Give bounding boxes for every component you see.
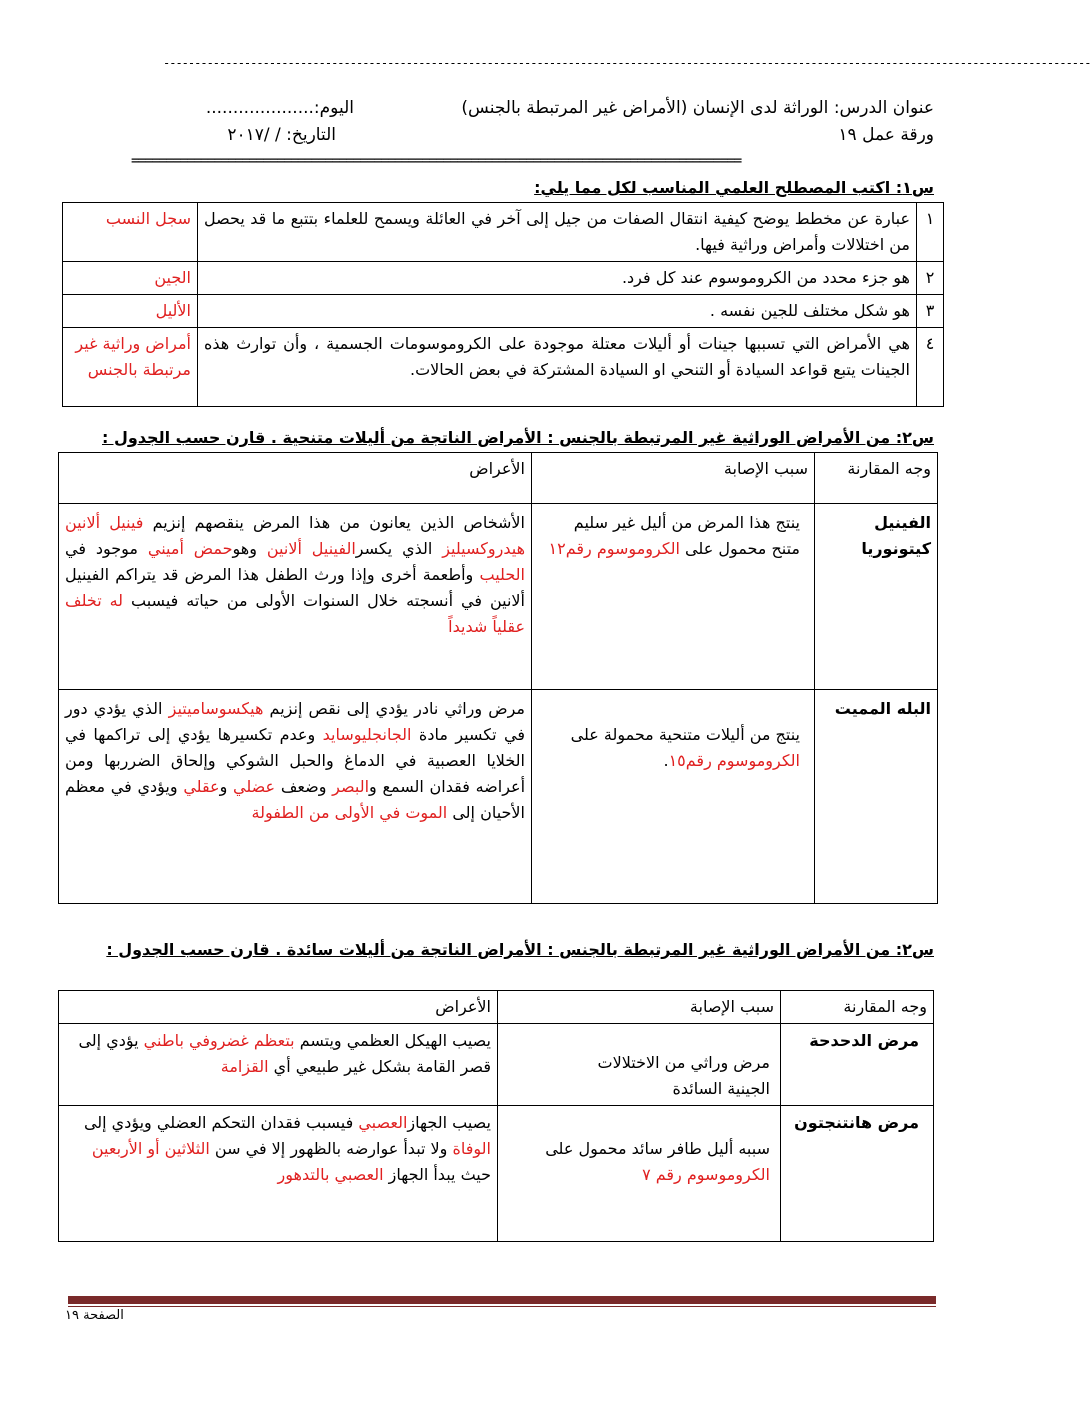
chromosome-number: الكروموسوم رقم١٢	[548, 539, 680, 558]
symptom-text: ولا تبدأ عوارضه بالظهور إلا في سن	[209, 1139, 453, 1158]
highlight-term: الثلاثين أو الأربعين	[91, 1139, 210, 1158]
cause-cell	[498, 1106, 781, 1242]
highlight-term: هيكسوساميتيز	[168, 699, 264, 718]
symptom-text: يؤدي إلى قصر القامة بشكل غير طبيعي أي	[78, 1031, 491, 1076]
header-cause: سبب الإصابة	[498, 991, 781, 1024]
term-answer: سجل النسب	[63, 203, 198, 262]
symptom-text: ويؤدي في معظم الأحيان إلى	[65, 777, 525, 822]
highlight-term: العصبي	[358, 1113, 408, 1132]
symptoms-cell	[59, 1106, 498, 1242]
table-row	[63, 203, 944, 262]
symptoms-cell	[59, 1024, 498, 1106]
disease-name: مرض هانتنجتون	[781, 1106, 934, 1242]
page-number: الصفحة ١٩	[65, 1308, 124, 1323]
cause-cell	[532, 690, 815, 904]
symptom-text: وهو	[232, 539, 267, 558]
q1-title: س١: اكتب المصطلح العلمي المناسب لكل مما يلي:	[534, 178, 934, 197]
highlight-term: فينيل ألانين هيدروكسيليز	[65, 513, 526, 558]
footer-divider	[68, 1296, 936, 1304]
day-label: اليوم:....................	[205, 98, 354, 118]
symptom-text: موجود في	[65, 539, 148, 558]
table-row	[59, 1106, 934, 1242]
symptom-text: فيسبب فقدان التحكم العضلي ويؤدي إلى	[83, 1113, 359, 1132]
symptom-text: مرض وراثي نادر يؤدي إلى نقص إنزيم	[263, 699, 525, 718]
worksheet-number: ورقة عمل ١٩	[838, 125, 934, 145]
q1-table	[62, 202, 944, 407]
header-symptoms: الأعراض	[59, 453, 532, 504]
highlight-term: الجانجليوسايد	[322, 725, 412, 744]
chromosome-number: الكروموسوم رقم ٧	[642, 1165, 770, 1184]
lesson-title: عنوان الدرس: الوراثة لدى الإنسان (الأمراض غير المرتبطة بالجنس)	[461, 98, 934, 118]
highlight-term: الحليب	[479, 565, 525, 584]
highlight-term: الوفاة	[452, 1139, 491, 1158]
highlight-term: بتعظم غضروفي باطني	[143, 1031, 295, 1050]
highlight-term: عقلي	[183, 777, 220, 796]
definition-text: هو جزء محدد من الكروموسوم عند كل فرد.	[198, 262, 917, 295]
disease-name: الفينيل كيتونوريا	[815, 504, 938, 690]
header-aspect: وجه المقارنة	[815, 453, 938, 504]
symptom-text: يصيب الجهاز	[407, 1113, 491, 1132]
cause-text: ينتج من أليلات متنحية محمولة على	[570, 725, 800, 744]
row-number: ٤	[917, 328, 944, 407]
cause-text: ينتج هذا المرض من أليل غير سليم متنح محمول على	[573, 513, 800, 558]
separator-line: ========================================================================================	[131, 153, 741, 169]
highlight-term: القزامة	[220, 1057, 269, 1076]
definition-text: عبارة عن مخطط يوضح كيفية انتقال الصفات من جيل إلى آخر في العائلة ويسمح للعلماء بتتبع ما قد يحصل من اختلالات وأمراض وراثية فيها.	[198, 203, 917, 262]
cause-cell	[532, 504, 815, 690]
q2b-title: س٢: من الأمراض الوراثية غير المرتبطة بالجنس : الأمراض الناتجة من أليلات سائدة . قارن حسب الجدول :	[106, 940, 934, 959]
table-row	[59, 504, 938, 690]
symptoms-cell	[59, 504, 532, 690]
symptom-text: الذي يكسر	[355, 539, 443, 558]
row-number: ١	[917, 203, 944, 262]
date-label: التاريخ: / /٢٠١٧	[227, 125, 336, 145]
table-row	[59, 1024, 934, 1106]
row-number: ٢	[917, 262, 944, 295]
table-row	[63, 295, 944, 328]
highlight-term: الموت في الأولى من الطفولة	[251, 803, 448, 822]
header-symptoms: الأعراض	[59, 991, 498, 1024]
term-answer: الأليل	[63, 295, 198, 328]
cause-cell: مرض وراثي من الاختلالات الجينية السائدة	[498, 1024, 781, 1106]
table-row	[59, 690, 938, 904]
disease-name: مرض الدحدحة	[781, 1024, 934, 1106]
footer-divider-thin	[68, 1306, 936, 1307]
highlight-term: البصر	[332, 777, 370, 796]
cause-text: سببه أليل طافر سائد محمول على	[545, 1139, 770, 1158]
symptom-text: الأشخاص الذين يعانون من هذا المرض ينقصهم إنزيم	[143, 513, 526, 532]
table-header-row	[59, 453, 938, 504]
table-header-row	[59, 991, 934, 1024]
table-row	[63, 262, 944, 295]
q2a-title: س٢: من الأمراض الوراثية غير المرتبطة بالجنس : الأمراض الناتجة من أليلات متنحية . قارن حسب الجدول :	[102, 428, 934, 447]
symptom-text: حيث يبدأ الجهاز	[383, 1165, 491, 1184]
disease-name: البله المميت	[815, 690, 938, 904]
highlight-term: له تخلف عقلياً شديداً	[65, 591, 525, 636]
header-aspect: وجه المقارنة	[781, 991, 934, 1024]
symptom-text: وأطعمة أخرى وإذا ورث الطفل هذا المرض قد يتراكم الفينيل ألانين في أنسجته خلال السنوات الأولى من حياته فيسبب	[65, 565, 526, 610]
symptom-text: الذي يؤدي دور في تكسير مادة	[65, 699, 525, 744]
symptoms-cell	[59, 690, 532, 904]
highlight-term: العصبي بالتدهور	[277, 1165, 384, 1184]
highlight-term: عضلي	[233, 777, 276, 796]
q2b-table	[58, 990, 934, 1242]
top-dashed-line: -----------------------------------------------------------------------------------------------------------------------------------------------------	[163, 56, 1090, 70]
cause-text: .	[663, 751, 669, 770]
table-row	[63, 328, 944, 407]
highlight-term: حمض أميني	[147, 539, 233, 558]
chromosome-number: الكروموسوم رقم١٥	[668, 751, 800, 770]
symptom-text: يصيب الهيكل العظمي ويتسم	[294, 1031, 491, 1050]
symptom-text: وضعف	[275, 777, 333, 796]
q2a-table	[58, 452, 938, 904]
definition-text: هي الأمراض التي تسببها جينات أو أليلات معتلة موجودة على الكروموسومات الجسمية ، وأن توارث هذه الجينات يتبع قواعد السيادة أو التنحي او السيادة المشتركة في بعض الحالات.	[198, 328, 917, 407]
term-answer: الجين	[63, 262, 198, 295]
symptom-text: و	[219, 777, 234, 796]
symptom-text: وعدم تكسيرها يؤدي إلى تراكمها في الخلايا العصبية في الدماغ والحبل الشوكي وإلحاق الضرربها ومن أعراضه فقدان السمع و	[65, 725, 526, 796]
highlight-term: الفينيل ألانين	[266, 539, 356, 558]
definition-text: هو شكل مختلف للجين نفسه .	[198, 295, 917, 328]
term-answer: أمراض وراثية غير مرتبطة بالجنس	[63, 328, 198, 407]
header-cause: سبب الإصابة	[532, 453, 815, 504]
row-number: ٣	[917, 295, 944, 328]
